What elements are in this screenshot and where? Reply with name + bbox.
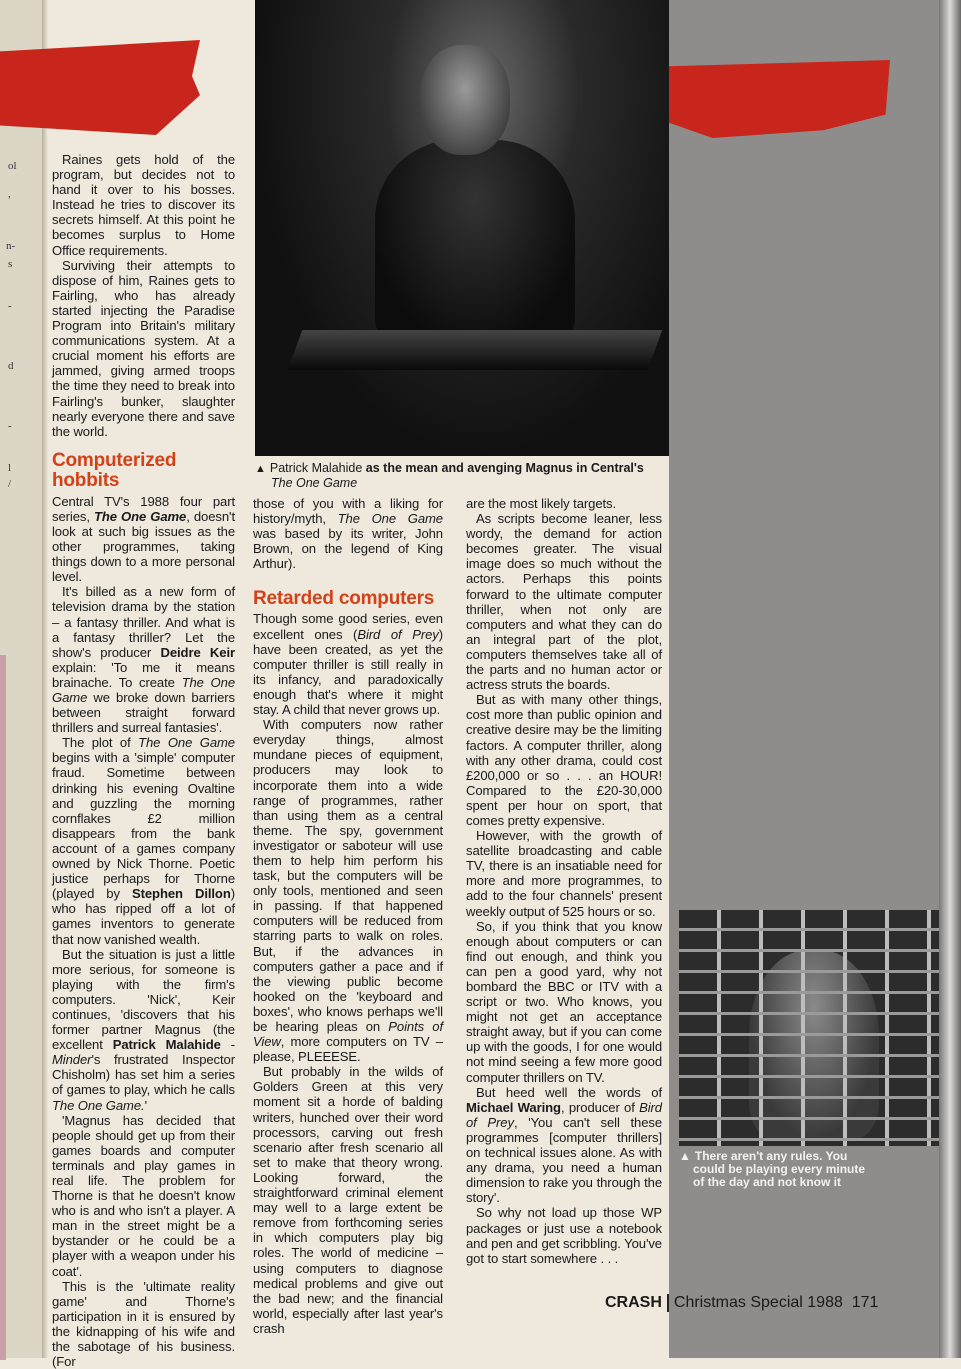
magnus-photo — [255, 0, 669, 456]
paragraph: So, if you think that you know enough about computers or can find out enough, and think you can pen a good yard, why not bombard the BBC or ITV with a script or two. Who knows, you might not get an acceptance straight away, but if you can come up with the goods, I for one would not mind seeing a few more good computer thrillers on TV. — [466, 918, 662, 1085]
paragraph: The plot of The One Game begins with a 'simple' computer fraud. Sometime between drinking his evening Ovaltine and guzzling the morning cornflakes £2 million disappears from the bank account of a games company owned by Nick Thorne. Poetic justice perhaps for Thorne (played by Stephen Dillon) who has ripped off a lot of games inventors to generate that now vanished wealth. — [52, 735, 235, 947]
red-paint-stripe-left-icon — [0, 40, 200, 135]
column-2 — [253, 496, 443, 1336]
gutter-text-fragment: n- — [6, 240, 16, 252]
paragraph: But probably in the wilds of Golders Green at this very moment sit a horde of balding writers, hunched over their word processors, carving out fresh scenario after fresh scenario all set to make that theory wrong. Looking forward, the straightforward criminal element may well to a large extent be remove from forthcoming series in which computers play big roles. The world of medicine – using computers to diagnose medical problems and give out the bad new; and the financial world, especially after last year's crash — [253, 1064, 443, 1336]
paragraph: But heed well the words of Michael Waring, producer of Bird of Prey, 'You can't sell these programmes [computer thrillers] on technical issues alone. As with any drama, you need a human dimension to rake you through the story'. — [466, 1084, 663, 1206]
paragraph: However, with the growth of satellite broadcasting and cable TV, there is an insatiable need for more and more programmes, to add to the four channels' present weekly output of 525 hours or so. — [466, 828, 662, 919]
paragraph: Though some good series, even excellent ones (Bird of Prey) have been created, as yet the computer thriller is still really in its infancy, and paradoxically enough that's where it might stay. A child that never grows up. — [253, 611, 443, 718]
gutter-text-fragment: d — [8, 360, 14, 372]
paragraph: But as with many other things, cost more than public opinion and creative desire may be the limiting factors. A computer thriller, along with any other drama, could cost £200,000 or so . . . an HOUR! Compared to the £20-30,000 spent per hour on sport, that comes pretty expensive. — [466, 692, 662, 828]
gutter-shadow — [42, 0, 48, 1358]
paragraph: Central TV's 1988 four part series, The One Game, doesn't look at such big issues as the other programmes, taking things down to a more personal level. — [52, 493, 235, 585]
caption-title: The One Game — [271, 475, 358, 490]
page-number: 171 — [851, 1294, 879, 1312]
bars-caption-text: There aren't any rules. You could be playing every minute of the day and not know it — [693, 1149, 866, 1189]
paragraph: Raines gets hold of the program, but decides not to hand it over to his bosses. Instead he tries to discover its secrets himself. At this point he becomes surplus to Home Office requirements. — [52, 152, 235, 258]
gutter-text-fragment: l — [8, 462, 12, 474]
paragraph: are the most likely targets. — [466, 496, 617, 511]
gutter-text-fragment: , — [8, 188, 11, 200]
page-footer — [605, 1294, 878, 1312]
column-1 — [52, 152, 235, 1369]
magnus-photo-caption — [255, 462, 675, 490]
caption-name: Patrick Malahide — [269, 461, 363, 475]
paragraph: But the situation is just a little more serious, for someone is playing with the firm's computers. 'Nick', Keir continues, 'discovers that his former partner Magnus (the excellent Patrick Malahide - Minder's frustrated Inspector Chisholm) has set him a series of games to play, which he calls The One Game.' — [52, 946, 235, 1113]
caption-text: as the mean and avenging Magnus in Central's — [365, 461, 644, 475]
gutter-text-fragment: / — [8, 478, 12, 490]
paragraph: It's billed as a new form of television drama by the station – a fantasy thriller. And what is a fantasy thriller? Let the show's producer Deidre Keir explain: 'To me it means brainache. To create The One Game we broke down barriers between straight forward thrillers and surreal fantasies'. — [52, 584, 236, 736]
paragraph: 'Magnus has decided that people should get up from their games boards and computer terminals and play games in real life. The problem for Thorne is that he doesn't know who is and who isn't a player. A man in the street might be a bystander or he could be a player with a weapon under his coat'. — [52, 1112, 235, 1279]
issue-name: Christmas Special 1988 — [673, 1294, 843, 1312]
bars-photo — [679, 910, 939, 1146]
paragraph: As scripts become leaner, less wordy, the demand for action becomes greater. The visual image does so much without the actors. Perhaps this points forward to the ultimate computer thriller, when not only are computers and what they can do an integral part of the plot, computers themselves take all of the parts and no human actor or actress struts the boards. — [466, 511, 662, 693]
paragraph: So why not load up those WP packages or just use a notebook and pen and get scribbling. You've got to start somewhere . . . — [466, 1205, 662, 1266]
gutter-text-fragment: - — [8, 300, 12, 312]
gutter-color-strip — [0, 655, 6, 1360]
caption-triangle-icon: ▲ — [679, 1149, 691, 1163]
paragraph: those of you with a liking for history/myth, The One Game was based by its writer, John Brown, on the legend of King Arthur). — [253, 496, 443, 572]
paragraph: Surviving their attempts to dispose of him, Raines gets to Fairling, who has already started injecting the Paradise Program into Britain's military communications system. At a crucial moment his efforts are jammed, giving armed troops the time they need to break into Fairling's bunker, slaughter nearly everyone there and save the world. — [52, 257, 235, 439]
gutter-text-fragment: ol — [8, 160, 17, 172]
magazine-name: CRASH — [605, 1294, 662, 1312]
paragraph: This is the 'ultimate reality game' and Thorne's participation in it is ensured by the kidnapping of his wife and the sabotage of his business. (For — [52, 1278, 235, 1369]
column-3 — [466, 496, 662, 1266]
gutter-text-fragment: - — [8, 420, 12, 432]
page-gutter — [0, 0, 45, 1358]
section-heading: Computerized hobbits — [52, 449, 177, 491]
paragraph: With computers now rather everyday things, almost mundane pieces of equipment, producers may look to incorporate them into a wide range of programmes, rather than using them as a central theme. The spy, government investigator or saboteur will use them to help him perform his task, but the computers will be only tools, mentioned and seen in passing. If that happened computers will be reduced from starring parts to walk on roles. But, if the advances in computers gather a pace and if the viewing public become hooked on the 'keyboard and boxes', who knows perhaps we'll be hearing pleas on Points of View, more computers on TV – please, PLEEESE. — [253, 717, 443, 1065]
gutter-text-fragment: s — [8, 258, 13, 270]
bars-photo-caption — [679, 1150, 869, 1189]
caption-triangle-icon: ▲ — [255, 463, 266, 475]
section-heading: Retarded computers — [253, 588, 435, 610]
